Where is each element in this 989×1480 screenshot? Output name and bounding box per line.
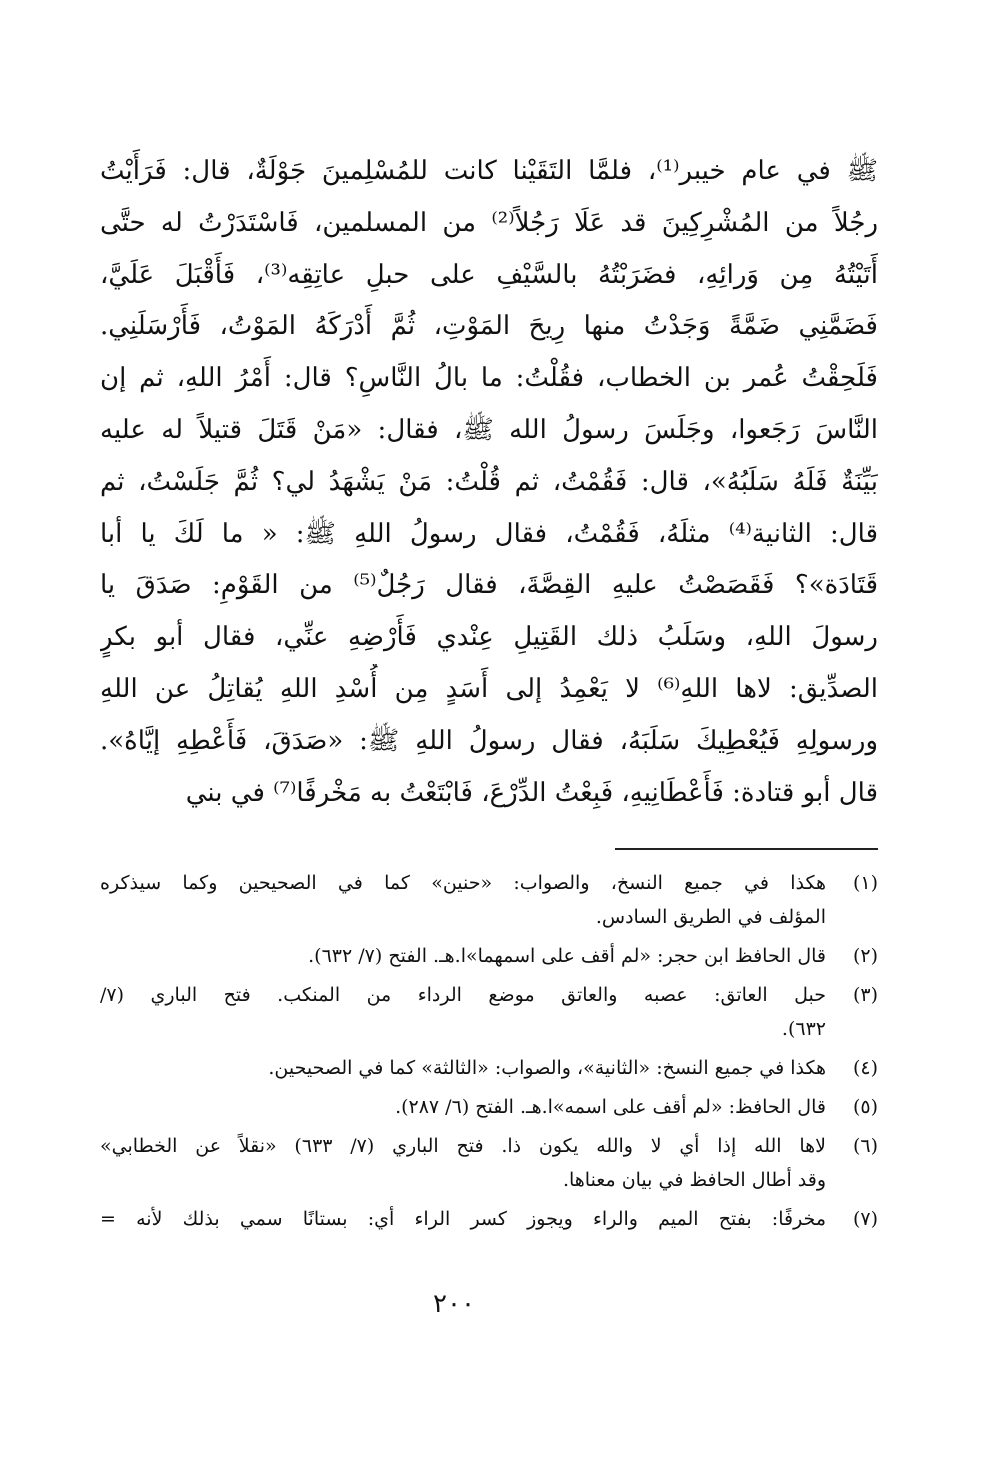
footnote-text: وقد أطال الحافظ في بيان معناها. [562, 1169, 826, 1191]
footnote-text: هكذا في جميع النسخ: «الثانية»، والصواب: «الثالثة» كما في الصحيحين. [268, 1057, 826, 1079]
footnote-number: (٥) [852, 1096, 878, 1118]
text-line: قَتَادَة»؟ فَقَصَصْتُ عليهِ القِصَّةَ، فقال رَجُلٌ⁽⁵⁾ من القَوْمِ: صَدَقَ يا [100, 570, 878, 601]
footnote-text: قال الحافظ ابن حجر: «لم أقف على اسمهما»ا.هـ. الفتح (٧/ ٦٣٢). [308, 945, 826, 967]
main-text [100, 146, 878, 819]
text-line: قال: الثانية⁽⁴⁾ مثلَهُ، فَقُمْتُ، فقال رسولُ اللهِ ﷺ: « ما لَكَ يا أبا [100, 518, 878, 549]
page-number: ٢٠٠ [433, 1289, 475, 1319]
footnote-3 [100, 978, 878, 1046]
footnote-7 [100, 1202, 878, 1236]
text-line: النَّاسَ رَجَعوا، وجَلَسَ رسولُ الله ﷺ، فقال: «مَنْ قَتَلَ قتيلاً له عليه [100, 414, 878, 445]
footnote-2 [100, 939, 878, 973]
footnote-text: هكذا في جميع النسخ، والصواب: «حنين» كما في الصحيحين وكما سيذكره [100, 872, 826, 894]
text-line: قال أبو قتادة: فَأَعْطَانِيهِ، فَبِعْتُ الدِّرْعَ، فَابْتَعْتُ به مَخْرفًا⁽⁷⁾ في بني [185, 777, 878, 808]
footnote-text: المؤلف في الطريق السادس. [595, 906, 826, 928]
footnote-number: (٦) [852, 1135, 878, 1157]
text-line: ورسولِهِ فَيُعْطِيكَ سَلَبَهُ، فقال رسولُ اللهِ ﷺ: «صَدَقَ، فَأَعْطِهِ إيَّاهُ». [100, 725, 878, 756]
text-line: ﷺ في عام خيبر⁽¹⁾، فلمَّا التَقَيْنا كانت للمُسْلِمينَ جَوْلَةٌ، قال: فَرَأَيْتُ [100, 156, 878, 186]
footnote-text: ٦٣٢). [781, 1018, 826, 1040]
footnote-5 [100, 1090, 878, 1124]
footnote-number: (٢) [852, 945, 878, 967]
footnote-number: (١) [852, 872, 878, 894]
text-line: فَلَحِقْتُ عُمر بن الخطاب، فقُلْتُ: ما بالُ النَّاسِ؟ قال: أَمْرُ اللهِ، ثم إن [100, 363, 878, 394]
footnote-1 [100, 866, 878, 934]
footnote-number: (٤) [852, 1057, 878, 1079]
text-line: رسولَ اللهِ، وسَلَبُ ذلك القَتِيلِ عِنْدي فَأَرْضِهِ عنِّي، فقال أبو بكرٍ [100, 622, 878, 653]
footnote-text: قال الحافظ: «لم أقف على اسمه»ا.هـ. الفتح (٦/ ٢٨٧). [395, 1096, 826, 1118]
text-line: بَيِّنَةٌ فَلَهُ سَلَبُهُ»، قال: فَقُمْتُ، ثم قُلْتُ: مَنْ يَشْهَدُ لي؟ ثُمَّ جَلَسْتُ، ثم [100, 466, 878, 497]
footnote-separator [615, 848, 878, 850]
text-line: رجُلاً من المُشْرِكِينَ قد عَلَا رَجُلاً⁽²⁾ من المسلمين، فَاسْتَدَرْتُ له حتَّى [100, 207, 878, 238]
text-line: الصدِّيق: لاها اللهِ⁽⁶⁾ لا يَعْمِدُ إلى أَسَدٍ مِن أُسْدِ اللهِ يُقاتِلُ عن اللهِ [100, 673, 878, 704]
text-line: أَتَيْتُهُ مِن وَرائِهِ، فضَرَبْتُهُ بالسَّيْفِ على حبلِ عاتِقِه⁽³⁾، فَأَقْبَلَ عَلَيَّ، [100, 259, 878, 290]
footnote-number: (٣) [852, 984, 878, 1006]
footnotes [100, 866, 878, 1241]
footnote-number: (٧) [852, 1208, 878, 1230]
footnote-4 [100, 1051, 878, 1085]
footnote-text: مخرفًا: بفتح الميم والراء ويجوز كسر الراء أي: بستانًا سمي بذلك لأنه = [100, 1208, 826, 1230]
footnote-6 [100, 1129, 878, 1197]
footnote-text: لاها الله إذا أي لا والله يكون ذا. فتح الباري (٧/ ٦٣٣) «نقلاً عن الخطابي» [100, 1135, 826, 1157]
footnote-text: حبل العاتق: عصبه والعاتق موضع الرداء من المنكب. فتح الباري (٧/ [100, 984, 826, 1006]
text-line: فَضَمَّنِي ضَمَّةً وَجَدْتُ منها رِيحَ المَوْتِ، ثُمَّ أَدْرَكَهُ المَوْتُ، فَأَرْسَلَنِي. [100, 311, 878, 342]
